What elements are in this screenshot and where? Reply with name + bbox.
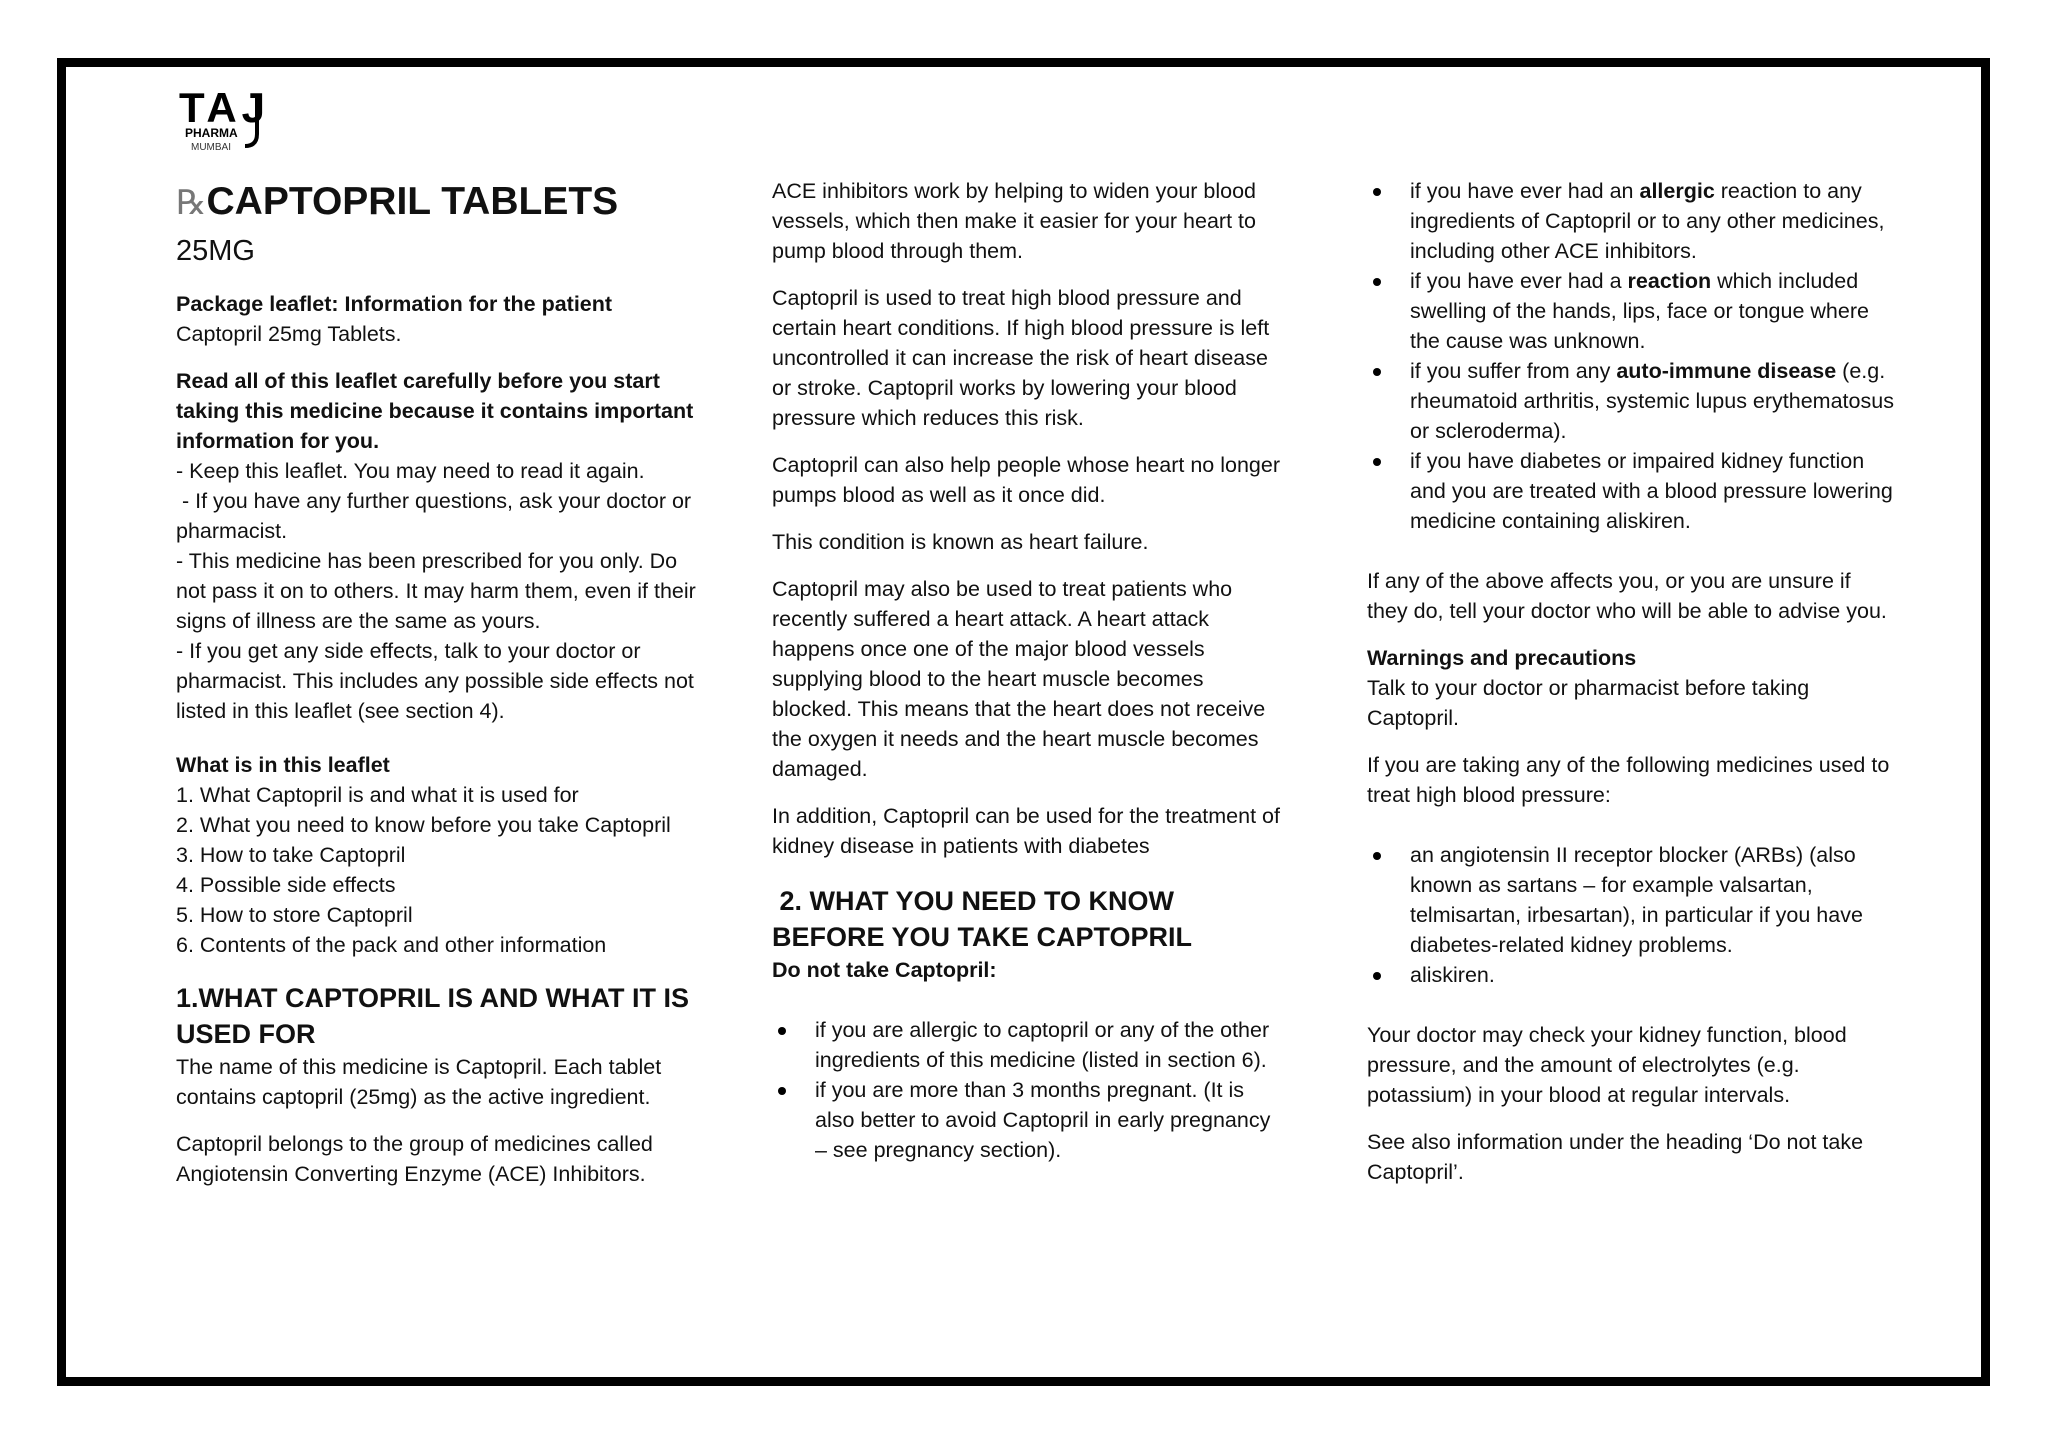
contents-item: 1. What Captopril is and what it is used for bbox=[176, 783, 579, 807]
section-1-paragraph: Captopril belongs to the group of medicines called Angiotensin Converting Enzyme (ACE) Inhibitors. bbox=[176, 1132, 653, 1186]
item-text: if you suffer from any bbox=[1410, 359, 1617, 383]
leaflet-intro bbox=[176, 289, 696, 349]
item-text: which included swelling of the hands, lips, face or tongue where the cause was unknown. bbox=[1410, 269, 1869, 353]
note-item: - If you have any further questions, ask your doctor or pharmacist. bbox=[176, 489, 698, 543]
logo-brand: TAJ bbox=[179, 84, 265, 131]
warnings-heading: Warnings and precautions bbox=[1367, 646, 1637, 670]
body-paragraph: This condition is known as heart failure. bbox=[772, 530, 1149, 554]
item-emphasis: auto-immune disease bbox=[1616, 359, 1837, 383]
spacer bbox=[1367, 990, 1897, 1020]
contents-heading: What is in this leaflet bbox=[176, 753, 390, 777]
logo-pharma: PHARMA bbox=[185, 126, 238, 140]
contents-item: 3. How to take Captopril bbox=[176, 843, 406, 867]
list-item: if you have diabetes or impaired kidney function and you are treated with a blood pressure lowering medicine containing aliskiren. bbox=[1367, 446, 1897, 536]
spacer bbox=[1367, 810, 1897, 840]
contents-item: 6. Contents of the pack and other information bbox=[176, 933, 607, 957]
list-item: if you are more than 3 months pregnant. (It is also better to avoid Captopril in early pregnancy – see pregnancy section). bbox=[772, 1075, 1282, 1165]
product-name: CAPTOPRIL TABLETS bbox=[206, 180, 619, 223]
body-paragraph: Captopril is used to treat high blood pressure and certain heart conditions. If high blood pressure is left uncontrolled it can increase the risk of heart disease or stroke. Captopril works by lowering your blood pressure which reduces this risk. bbox=[772, 286, 1270, 430]
product-strength: 25MG bbox=[176, 235, 255, 267]
body-paragraph: In addition, Captopril can be used for the treatment of kidney disease in patients with diabetes bbox=[772, 804, 1280, 858]
contents-item: 5. How to store Captopril bbox=[176, 903, 413, 927]
item-emphasis: allergic bbox=[1639, 179, 1715, 203]
leaflet-heading: Package leaflet: Information for the patient bbox=[176, 292, 613, 316]
contents-item: 4. Possible side effects bbox=[176, 873, 396, 897]
list-item: aliskiren. bbox=[1367, 960, 1897, 990]
column-1 bbox=[176, 176, 696, 1206]
medicines-list bbox=[1367, 840, 1897, 990]
section-1-heading: 1.WHAT CAPTOPRIL IS AND WHAT IT IS USED FOR bbox=[176, 983, 689, 1049]
check-paragraph: Your doctor may check your kidney function, blood pressure, and the amount of electrolytes (e.g. potassium) in your blood at regular intervals. bbox=[1367, 1023, 1847, 1107]
contraindication-list bbox=[1367, 176, 1897, 536]
section-1-paragraph: The name of this medicine is Captopril. Each tablet contains captopril (25mg) as the active ingredient. bbox=[176, 1055, 662, 1109]
warnings-text: Talk to your doctor or pharmacist before taking Captopril. bbox=[1367, 676, 1810, 730]
item-text: if you have ever had a bbox=[1410, 269, 1628, 293]
spacer bbox=[772, 985, 1282, 1015]
taking-paragraph: If you are taking any of the following medicines used to treat high blood pressure: bbox=[1367, 753, 1890, 807]
body-paragraph: Captopril can also help people whose heart no longer pumps blood as well as it once did. bbox=[772, 453, 1280, 507]
item-emphasis: reaction bbox=[1627, 269, 1712, 293]
list-item: an angiotensin II receptor blocker (ARBs) (also known as sartans – for example valsartan, telmisartan, irbesartan), in particular if you have diabetes-related kidney problems. bbox=[1367, 840, 1897, 960]
page-title bbox=[176, 178, 696, 227]
column-2 bbox=[772, 176, 1282, 1165]
contents-list bbox=[176, 750, 696, 960]
leaflet-subheading: Captopril 25mg Tablets. bbox=[176, 322, 402, 346]
taj-pharma-logo bbox=[175, 82, 275, 162]
do-not-take-list bbox=[772, 1015, 1282, 1165]
spacer bbox=[1367, 536, 1897, 566]
affects-paragraph: If any of the above affects you, or you are unsure if they do, tell your doctor who will be able to advise you. bbox=[1367, 569, 1887, 623]
see-also-paragraph: See also information under the heading ‘Do not take Captopril’. bbox=[1367, 1130, 1864, 1184]
section-2-heading: 2. WHAT YOU NEED TO KNOW BEFORE YOU TAKE CAPTOPRIL bbox=[772, 886, 1193, 952]
note-item: - Keep this leaflet. You may need to read it again. bbox=[176, 459, 645, 483]
item-text: (e.g. rheumatoid arthritis, systemic lupus erythematosus or scleroderma). bbox=[1410, 359, 1894, 443]
logo-mumbai: MUMBAI bbox=[191, 142, 231, 153]
list-item bbox=[1367, 356, 1897, 446]
do-not-take-heading: Do not take Captopril: bbox=[772, 958, 997, 982]
read-notice bbox=[176, 366, 696, 726]
note-item: - This medicine has been prescribed for you only. Do not pass it on to others. It may harm them, even if their signs of illness are the same as yours. bbox=[176, 549, 696, 633]
item-text: if you have ever had an bbox=[1410, 179, 1640, 203]
read-notice-bold: Read all of this leaflet carefully before you start taking this medicine because it contains important information for you. bbox=[176, 369, 694, 453]
note-item: - If you get any side effects, talk to your doctor or pharmacist. This includes any possible side effects not listed in this leaflet (see section 4). bbox=[176, 639, 694, 723]
list-item: if you are allergic to captopril or any of the other ingredients of this medicine (listed in section 6). bbox=[772, 1015, 1282, 1075]
body-paragraph: ACE inhibitors work by helping to widen your blood vessels, which then make it easier for your heart to pump blood through them. bbox=[772, 179, 1257, 263]
list-item bbox=[1367, 266, 1897, 356]
body-paragraph: Captopril may also be used to treat patients who recently suffered a heart attack. A heart attack happens once one of the major blood vessels supplying blood to the heart muscle becomes blocked. This means that the heart does not receive the oxygen it needs and the heart muscle becomes damaged. bbox=[772, 577, 1266, 781]
contents-item: 2. What you need to know before you take Captopril bbox=[176, 813, 671, 837]
item-text: reaction to any ingredients of Captopril or to any other medicines, including other ACE inhibitors. bbox=[1410, 179, 1885, 263]
rx-icon: ℞ bbox=[176, 183, 207, 223]
list-item bbox=[1367, 176, 1897, 266]
warnings-block bbox=[1367, 643, 1897, 733]
column-3 bbox=[1367, 176, 1897, 1204]
